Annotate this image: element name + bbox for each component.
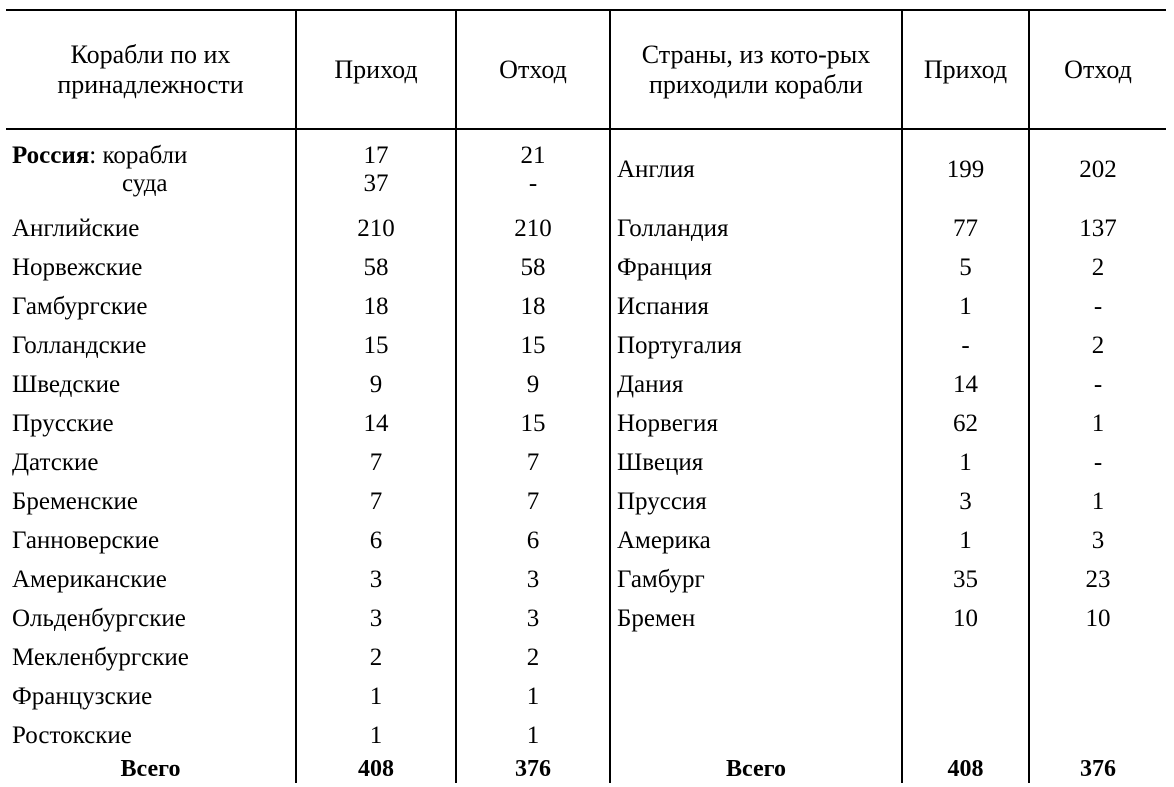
table-row <box>6 209 1166 248</box>
ship-flag-arrival: 2 <box>296 638 456 677</box>
country-arrival: - <box>902 326 1029 365</box>
country-departure: 1 <box>1029 482 1166 521</box>
country-arrival: 10 <box>902 599 1029 638</box>
ship-flag-arrival: 7 <box>296 443 456 482</box>
country-arrival: 5 <box>902 248 1029 287</box>
table-row-russia <box>6 129 1166 209</box>
totals-row <box>6 755 1166 783</box>
table-row <box>6 404 1166 443</box>
ship-flag-name: Бременские <box>6 482 296 521</box>
country-arrival <box>902 638 1029 677</box>
ship-flag-name: Английские <box>6 209 296 248</box>
ship-flag-name: Мекленбургские <box>6 638 296 677</box>
ship-flag-departure: 9 <box>456 365 610 404</box>
ship-flag-arrival: 1 <box>296 677 456 716</box>
table-row <box>6 443 1166 482</box>
header-arrival-right: Приход <box>902 10 1029 129</box>
country-arrival <box>902 716 1029 755</box>
country-departure <box>1029 716 1166 755</box>
ship-flag-name: Гамбургские <box>6 287 296 326</box>
ship-flag-name: Норвежские <box>6 248 296 287</box>
country-name: Пруссия <box>610 482 902 521</box>
country-name: Португалия <box>610 326 902 365</box>
country-arrival: 1 <box>902 443 1029 482</box>
country-name: Норвегия <box>610 404 902 443</box>
shipping-table <box>6 9 1166 783</box>
country-name: Дания <box>610 365 902 404</box>
header-departure-right: Отход <box>1029 10 1166 129</box>
header-origin-countries: Страны, из кото-рых приходили корабли <box>610 10 902 129</box>
table-row <box>6 365 1166 404</box>
country-departure: 202 <box>1029 129 1166 209</box>
ship-flag-departure: 210 <box>456 209 610 248</box>
ship-flag-name: Ростокские <box>6 716 296 755</box>
table-row <box>6 521 1166 560</box>
ship-flag-departure: 2 <box>456 638 610 677</box>
ship-flag-name: Прусские <box>6 404 296 443</box>
russia-departure-cell <box>456 129 610 209</box>
header-departure-left: Отход <box>456 10 610 129</box>
ship-flag-arrival: 58 <box>296 248 456 287</box>
country-name: Бремен <box>610 599 902 638</box>
country-arrival: 199 <box>902 129 1029 209</box>
table-row <box>6 482 1166 521</box>
country-departure: - <box>1029 287 1166 326</box>
table-row <box>6 638 1166 677</box>
table-row <box>6 599 1166 638</box>
ship-flag-name: Ганноверские <box>6 521 296 560</box>
country-name: Франция <box>610 248 902 287</box>
table-row <box>6 287 1166 326</box>
country-name: Англия <box>610 129 902 209</box>
country-name: Америка <box>610 521 902 560</box>
russia-arrival-cell <box>296 129 456 209</box>
russia-departure-ships: 21 <box>520 141 546 169</box>
ship-flag-name: Французские <box>6 677 296 716</box>
ship-flag-arrival: 14 <box>296 404 456 443</box>
ship-flag-arrival: 9 <box>296 365 456 404</box>
country-departure: 2 <box>1029 248 1166 287</box>
ship-flag-departure: 1 <box>456 716 610 755</box>
country-arrival: 14 <box>902 365 1029 404</box>
russia-cell <box>6 129 296 209</box>
country-departure: - <box>1029 365 1166 404</box>
country-name: Голландия <box>610 209 902 248</box>
ship-flag-departure: 3 <box>456 560 610 599</box>
ship-flag-departure: 7 <box>456 443 610 482</box>
country-departure: 3 <box>1029 521 1166 560</box>
country-arrival: 3 <box>902 482 1029 521</box>
total-label-left: Всего <box>6 755 296 783</box>
ship-flag-arrival: 6 <box>296 521 456 560</box>
ship-flag-departure: 18 <box>456 287 610 326</box>
header-ships-by-flag: Корабли по их принадлежности <box>6 10 296 129</box>
table-row <box>6 560 1166 599</box>
ship-flag-name: Датские <box>6 443 296 482</box>
country-arrival: 1 <box>902 521 1029 560</box>
header-row <box>6 10 1166 129</box>
country-name <box>610 716 902 755</box>
ship-flag-departure: 1 <box>456 677 610 716</box>
ship-flag-name: Ольденбургские <box>6 599 296 638</box>
ship-flag-arrival: 3 <box>296 599 456 638</box>
ship-flag-name: Голландские <box>6 326 296 365</box>
country-arrival: 35 <box>902 560 1029 599</box>
header-arrival-left: Приход <box>296 10 456 129</box>
total-label-right: Всего <box>610 755 902 783</box>
country-departure: 10 <box>1029 599 1166 638</box>
table-row <box>6 677 1166 716</box>
country-arrival: 77 <box>902 209 1029 248</box>
russia-arrival-vessels: 37 <box>363 169 389 197</box>
ship-flag-departure: 3 <box>456 599 610 638</box>
country-name: Испания <box>610 287 902 326</box>
country-name <box>610 638 902 677</box>
country-arrival: 1 <box>902 287 1029 326</box>
ship-flag-arrival: 1 <box>296 716 456 755</box>
russia-ships-label: : корабли <box>89 141 188 169</box>
ship-flag-arrival: 3 <box>296 560 456 599</box>
country-departure: - <box>1029 443 1166 482</box>
country-name: Гамбург <box>610 560 902 599</box>
country-departure <box>1029 677 1166 716</box>
ship-flag-arrival: 15 <box>296 326 456 365</box>
country-departure: 137 <box>1029 209 1166 248</box>
country-arrival <box>902 677 1029 716</box>
table-row <box>6 248 1166 287</box>
table-row <box>6 716 1166 755</box>
russia-label: Россия <box>12 141 90 169</box>
ship-flag-arrival: 210 <box>296 209 456 248</box>
table-row <box>6 326 1166 365</box>
country-name: Швеция <box>610 443 902 482</box>
country-departure: 1 <box>1029 404 1166 443</box>
ship-flag-departure: 15 <box>456 404 610 443</box>
ship-flag-departure: 58 <box>456 248 610 287</box>
country-departure: 2 <box>1029 326 1166 365</box>
country-departure <box>1029 638 1166 677</box>
total-arrival-left: 408 <box>296 755 456 783</box>
country-departure: 23 <box>1029 560 1166 599</box>
ship-flag-departure: 6 <box>456 521 610 560</box>
ship-flag-arrival: 18 <box>296 287 456 326</box>
russia-vessels-label: суда <box>122 169 168 197</box>
country-arrival: 62 <box>902 404 1029 443</box>
russia-arrival-ships: 17 <box>363 141 389 169</box>
ship-flag-departure: 7 <box>456 482 610 521</box>
russia-departure-vessels: - <box>528 169 538 197</box>
total-departure-left: 376 <box>456 755 610 783</box>
total-departure-right: 376 <box>1029 755 1166 783</box>
ship-flag-arrival: 7 <box>296 482 456 521</box>
total-arrival-right: 408 <box>902 755 1029 783</box>
ship-flag-name: Шведские <box>6 365 296 404</box>
country-name <box>610 677 902 716</box>
ship-flag-name: Американские <box>6 560 296 599</box>
ship-flag-departure: 15 <box>456 326 610 365</box>
